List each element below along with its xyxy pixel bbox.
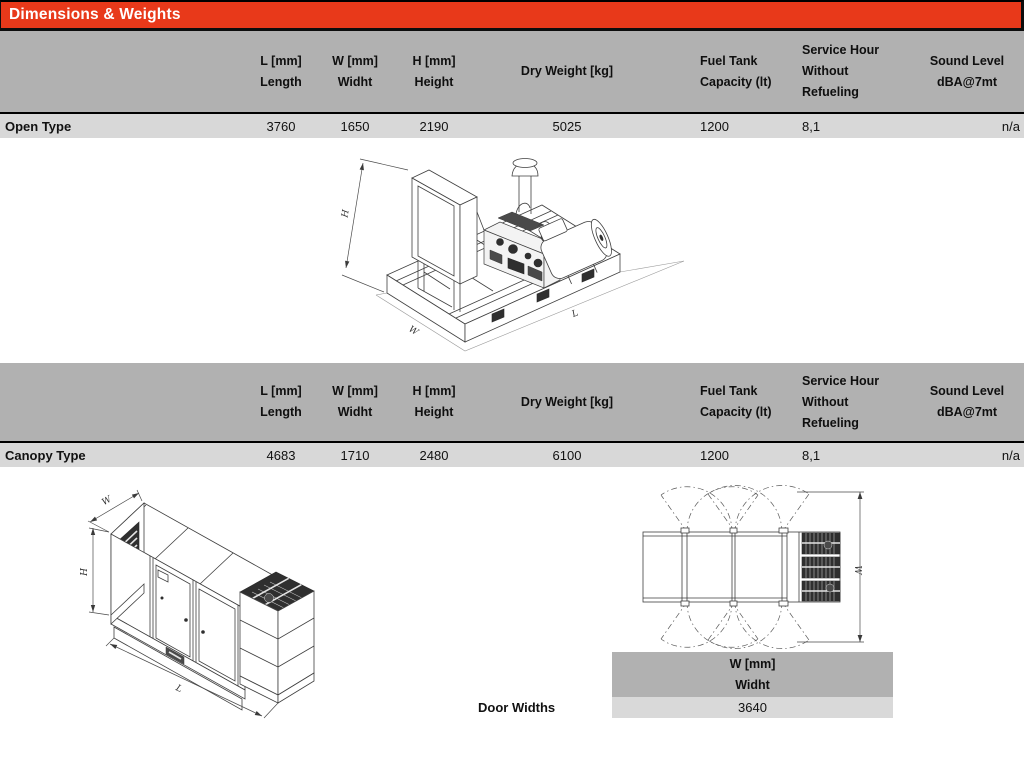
canopy-type-row bbox=[0, 443, 1024, 467]
section-title: Dimensions & Weights bbox=[9, 6, 181, 23]
col-header-width: W [mm] Widht bbox=[332, 384, 378, 419]
canopy-top-view-drawing bbox=[628, 478, 893, 650]
open-dry-weight-value: 5025 bbox=[552, 118, 582, 134]
door-widths-label: Door Widths bbox=[478, 700, 556, 715]
open-l-label: L bbox=[570, 308, 580, 320]
canopy-dimension-h bbox=[80, 528, 109, 615]
col-header-service-hour: Service Hour Without Refueling bbox=[802, 43, 880, 99]
open-type-row bbox=[0, 114, 1024, 138]
top-view-grille bbox=[802, 533, 840, 601]
top-view-w-label: W bbox=[852, 565, 862, 575]
door-widths-value: 3640 bbox=[612, 697, 893, 718]
canopy-fuel-tank-value: 1200 bbox=[700, 447, 729, 463]
canopy-service-hour-value: 8,1 bbox=[802, 447, 821, 463]
open-h-label: H bbox=[340, 208, 352, 219]
canopy-width-value: 1710 bbox=[340, 447, 370, 463]
open-width-value: 1650 bbox=[340, 118, 370, 134]
open-type-table-header bbox=[0, 31, 1024, 112]
open-exhaust-cap bbox=[512, 159, 538, 215]
open-height-value: 2190 bbox=[419, 118, 449, 134]
open-type-drawing bbox=[332, 142, 692, 360]
section-title-bar bbox=[0, 0, 1024, 31]
canopy-w-label: W bbox=[100, 494, 114, 508]
canopy-grille-box bbox=[240, 572, 314, 703]
canopy-height-value: 2480 bbox=[419, 447, 449, 463]
col-header-sound-level: Sound Level dBA@7mt bbox=[929, 384, 1005, 419]
canopy-type-drawing bbox=[62, 470, 352, 728]
open-length-value: 3760 bbox=[266, 118, 296, 134]
canopy-sound-level-value: n/a bbox=[1001, 447, 1020, 463]
col-header-height: H [mm] Height bbox=[412, 384, 456, 419]
col-header-fuel-tank: Fuel Tank Capacity (lt) bbox=[700, 384, 772, 419]
canopy-type-table-header bbox=[0, 363, 1024, 441]
open-fuel-tank-value: 1200 bbox=[700, 118, 729, 134]
door-widths-header: W [mm] Widht bbox=[612, 652, 893, 697]
col-header-length: L [mm] Length bbox=[260, 384, 302, 419]
col-header-dry-weight: Dry Weight [kg] bbox=[520, 394, 614, 409]
col-header-height: H [mm] Height bbox=[412, 53, 456, 89]
door-widths-table bbox=[612, 652, 893, 718]
row-label-open-type: Open Type bbox=[5, 118, 72, 134]
col-header-width: W [mm] Widht bbox=[332, 53, 378, 89]
open-service-hour-value: 8,1 bbox=[802, 118, 821, 134]
canopy-length-value: 4683 bbox=[266, 447, 296, 463]
col-header-fuel-tank: Fuel Tank Capacity (lt) bbox=[700, 53, 772, 89]
open-sound-level-value: n/a bbox=[1001, 118, 1020, 134]
col-header-dry-weight: Dry Weight [kg] bbox=[520, 64, 614, 78]
canopy-h-label: H bbox=[80, 568, 90, 576]
open-w-label: W bbox=[406, 324, 420, 338]
col-header-sound-level: Sound Level dBA@7mt bbox=[929, 53, 1005, 89]
canopy-dry-weight-value: 6100 bbox=[552, 447, 582, 463]
col-header-service-hour: Service Hour Without Refueling bbox=[802, 373, 880, 430]
col-header-length: L [mm] Length bbox=[260, 53, 302, 89]
row-label-canopy-type: Canopy Type bbox=[5, 447, 86, 463]
canopy-l-label: L bbox=[174, 683, 184, 695]
